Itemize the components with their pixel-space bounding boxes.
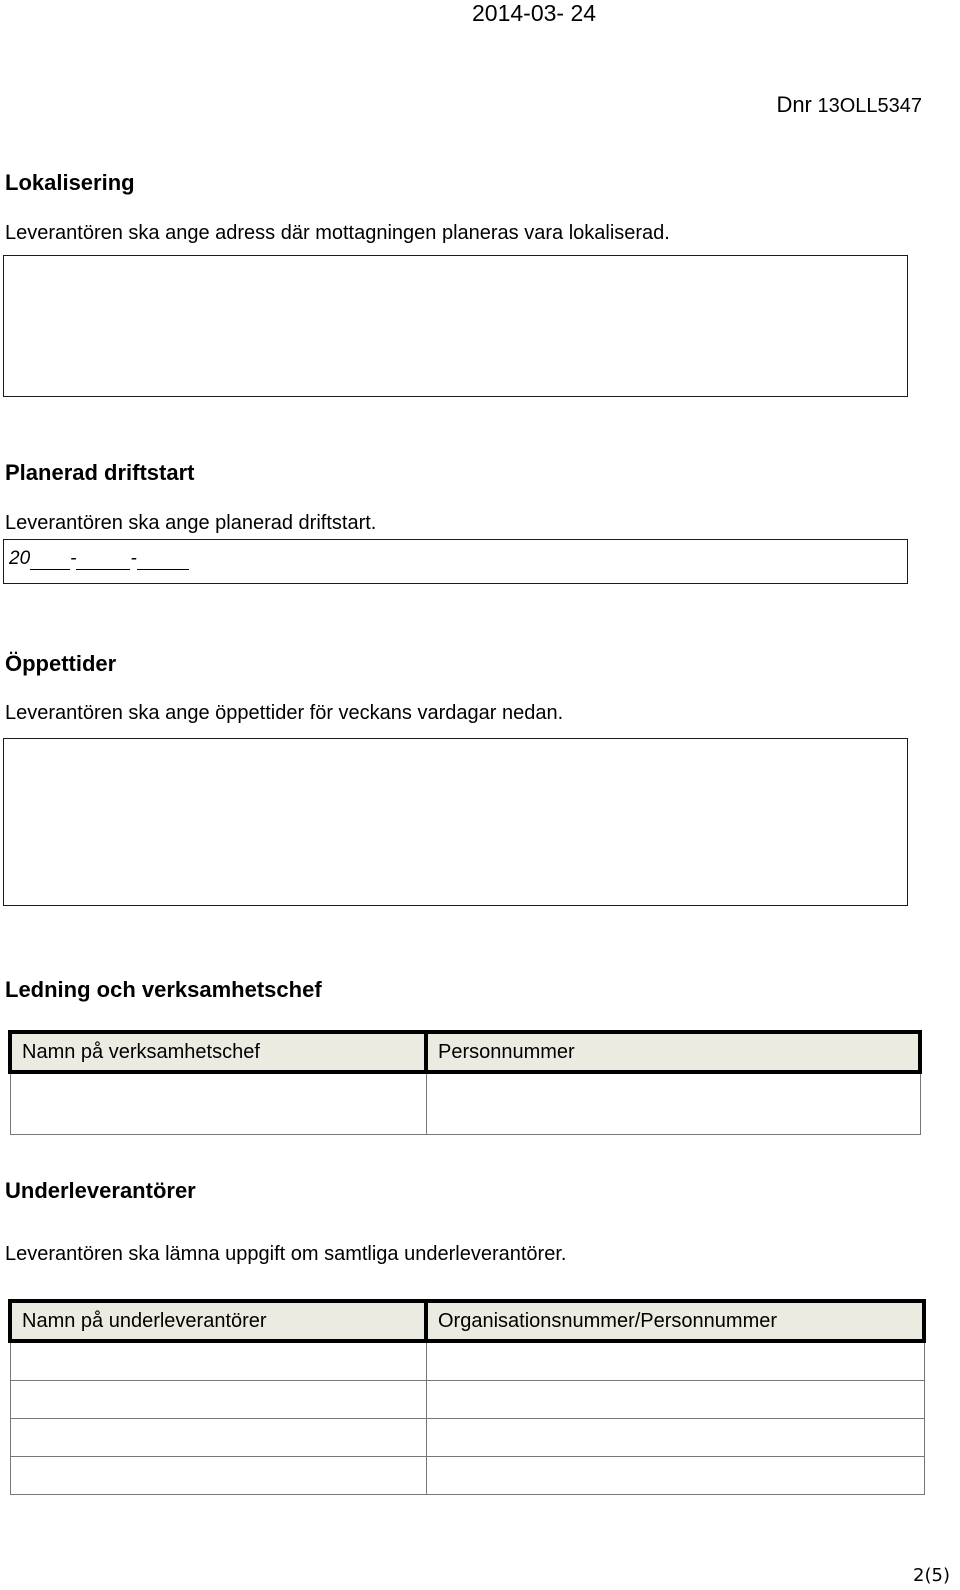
table-row xyxy=(10,1341,924,1381)
manager-personal-number-cell[interactable] xyxy=(426,1072,920,1135)
driftstart-heading: Planerad driftstart xyxy=(5,460,195,485)
table-row xyxy=(10,1381,924,1419)
column-header-manager-name: Namn på verksamhetschef xyxy=(10,1032,426,1072)
subcontractor-name-cell[interactable] xyxy=(10,1419,426,1457)
subcontractor-name-cell[interactable] xyxy=(10,1341,426,1381)
date-separator-1: - xyxy=(70,548,77,569)
manager-name-cell[interactable] xyxy=(10,1072,426,1135)
date-year-prefix: 20 xyxy=(9,548,31,569)
management-table xyxy=(8,1030,922,1135)
opening-hours-field[interactable] xyxy=(3,738,908,906)
date-separator-2: - xyxy=(130,548,137,569)
subcontractor-number-cell[interactable] xyxy=(426,1341,924,1381)
table-row xyxy=(10,1457,924,1495)
oppettider-heading: Öppettider xyxy=(5,651,117,676)
subcontractor-number-cell[interactable] xyxy=(426,1419,924,1457)
oppettider-description: Leverantören ska ange öppettider för veckans vardagar nedan. xyxy=(5,702,564,724)
document-date: 2014-03- 24 xyxy=(472,0,597,26)
column-header-personal-number: Personnummer xyxy=(426,1032,920,1072)
column-header-subcontractor-name: Namn på underleverantörer xyxy=(10,1301,426,1341)
lokalisering-description: Leverantören ska ange adress där mottagningen planeras vara lokaliserad. xyxy=(5,222,670,244)
table-row xyxy=(10,1419,924,1457)
subcontractor-name-cell[interactable] xyxy=(10,1381,426,1419)
driftstart-description: Leverantören ska ange planerad driftstart. xyxy=(5,512,377,534)
subcontractor-number-cell[interactable] xyxy=(426,1381,924,1419)
date-field-template xyxy=(9,548,189,570)
diary-number-value: 13OLL5347 xyxy=(817,95,922,117)
column-header-org-number: Organisationsnummer/Personnummer xyxy=(426,1301,924,1341)
date-year-blank[interactable] xyxy=(30,551,70,570)
subcontractor-number-cell[interactable] xyxy=(426,1457,924,1495)
diary-number xyxy=(776,92,922,118)
diary-number-prefix: Dnr xyxy=(776,92,812,117)
address-field[interactable] xyxy=(3,255,908,397)
subcontractor-name-cell[interactable] xyxy=(10,1457,426,1495)
ledning-heading: Ledning och verksamhetschef xyxy=(5,977,322,1002)
date-month-blank[interactable] xyxy=(76,551,130,570)
table-header-row xyxy=(10,1301,924,1341)
underleverantorer-description: Leverantören ska lämna uppgift om samtliga underleverantörer. xyxy=(5,1243,567,1265)
table-header-row xyxy=(10,1032,920,1072)
underleverantorer-heading: Underleverantörer xyxy=(5,1178,196,1203)
page-number: 2(5) xyxy=(913,1565,950,1586)
driftstart-date-field[interactable] xyxy=(3,539,908,584)
subcontractor-table xyxy=(8,1299,926,1495)
date-day-blank[interactable] xyxy=(137,551,189,570)
table-row xyxy=(10,1072,920,1135)
lokalisering-heading: Lokalisering xyxy=(5,170,135,195)
